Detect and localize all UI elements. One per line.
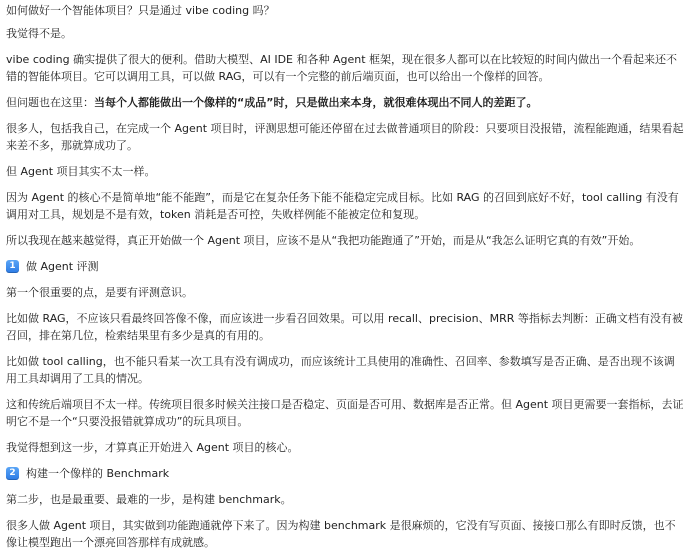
problem-emphasis: 当每个人都能做出一个像样的“成品”时，只是做出来本身，就很难体现出不同人的差距了。 [94,96,538,109]
paragraph-vibe-coding: vibe coding 确实提供了很大的便利。借助大模型、AI IDE 和各种 Agent 框架，现在很多人都可以在比较短的时间内做出一个看起来还不错的智能体项目。它可以调用工具，可以做 RAG，可以有一个完整的前后端页面，也可以给出一个像样的回答。 [6,53,678,83]
paragraph-second-step: 第二步，也是最重要、最难的一步，是构建 benchmark。 [6,493,292,506]
paragraph-question: 如何做好一个智能体项目？只是通过 vibe coding 吗？ [6,4,275,17]
paragraph-answer: 我觉得不是。 [6,27,72,40]
problem-prefix: 但问题也在这里： [6,96,94,109]
section-heading-evaluation-text: 做 Agent 评测 [26,260,99,273]
paragraph-agent-different: 但 Agent 项目其实不太一样。 [6,165,156,178]
keycap-one-icon: 1 [6,260,19,273]
paragraph-tool-calling: 比如做 tool calling，也不能只看某一次工具有没有调成功，而应该统计工具使用的准确性、召回率、参数填写是否正确、是否出现不该调用工具却调用了工具的情况。 [6,355,675,385]
paragraph-prove-effective: 所以我现在越来越觉得，真正开始做一个 Agent 项目，应该不是从“我把功能跑通了”开始，而是从“我怎么证明它真的有效”开始。 [6,234,641,247]
section-heading-benchmark-text: 构建一个像样的 Benchmark [26,467,170,480]
paragraph-agent-core: 因为 Agent 的核心不是简单地“能不能跑”，而是它在复杂任务下能不能稳定完成目标。比如 RAG 的召回到底好不好，tool calling 有没有调用对工具，规划是不是有效，token 消耗是否可控，失败样例能不能被定位和复现。 [6,191,679,221]
paragraph-many-people: 很多人，包括我自己，在完成一个 Agent 项目时，评测思想可能还停留在过去做普通项目的阶段：只要项目没报错，流程能跑通，结果看起来差不多，那就算成功了。 [6,122,684,152]
keycap-two-icon: 2 [6,467,19,480]
paragraph-eval-awareness: 第一个很重要的点，是要有评测意识。 [6,286,193,299]
paragraph-problem [6,94,684,111]
paragraph-rag-metrics: 比如做 RAG，不应该只看最终回答像不像，而应该进一步看召回效果。可以用 recall、precision、MRR 等指标去判断：正确文档有没有被召回，排在第几位，检索结果里有多少是真的有用的。 [6,312,683,342]
paragraph-backend-difference: 这和传统后端项目不太一样。传统项目很多时候关注接口是否稳定、页面是否可用、数据库是否正常。但 Agent 项目更需要一套指标，去证明它不是一个“只要没报错就算成功”的玩具项目。 [6,398,684,428]
section-heading-benchmark [6,465,684,482]
paragraph-benchmark-hard: 很多人做 Agent 项目，其实做到功能跑通就停下来了。因为构建 benchmark 是很麻烦的，它没有写页面、接接口那么有即时反馈，也不像让模型跑出一个漂亮回答那样有成就感。 [6,519,676,549]
paragraph-core-step: 我觉得想到这一步，才算真正开始进入 Agent 项目的核心。 [6,441,299,454]
section-heading-evaluation [6,258,684,275]
